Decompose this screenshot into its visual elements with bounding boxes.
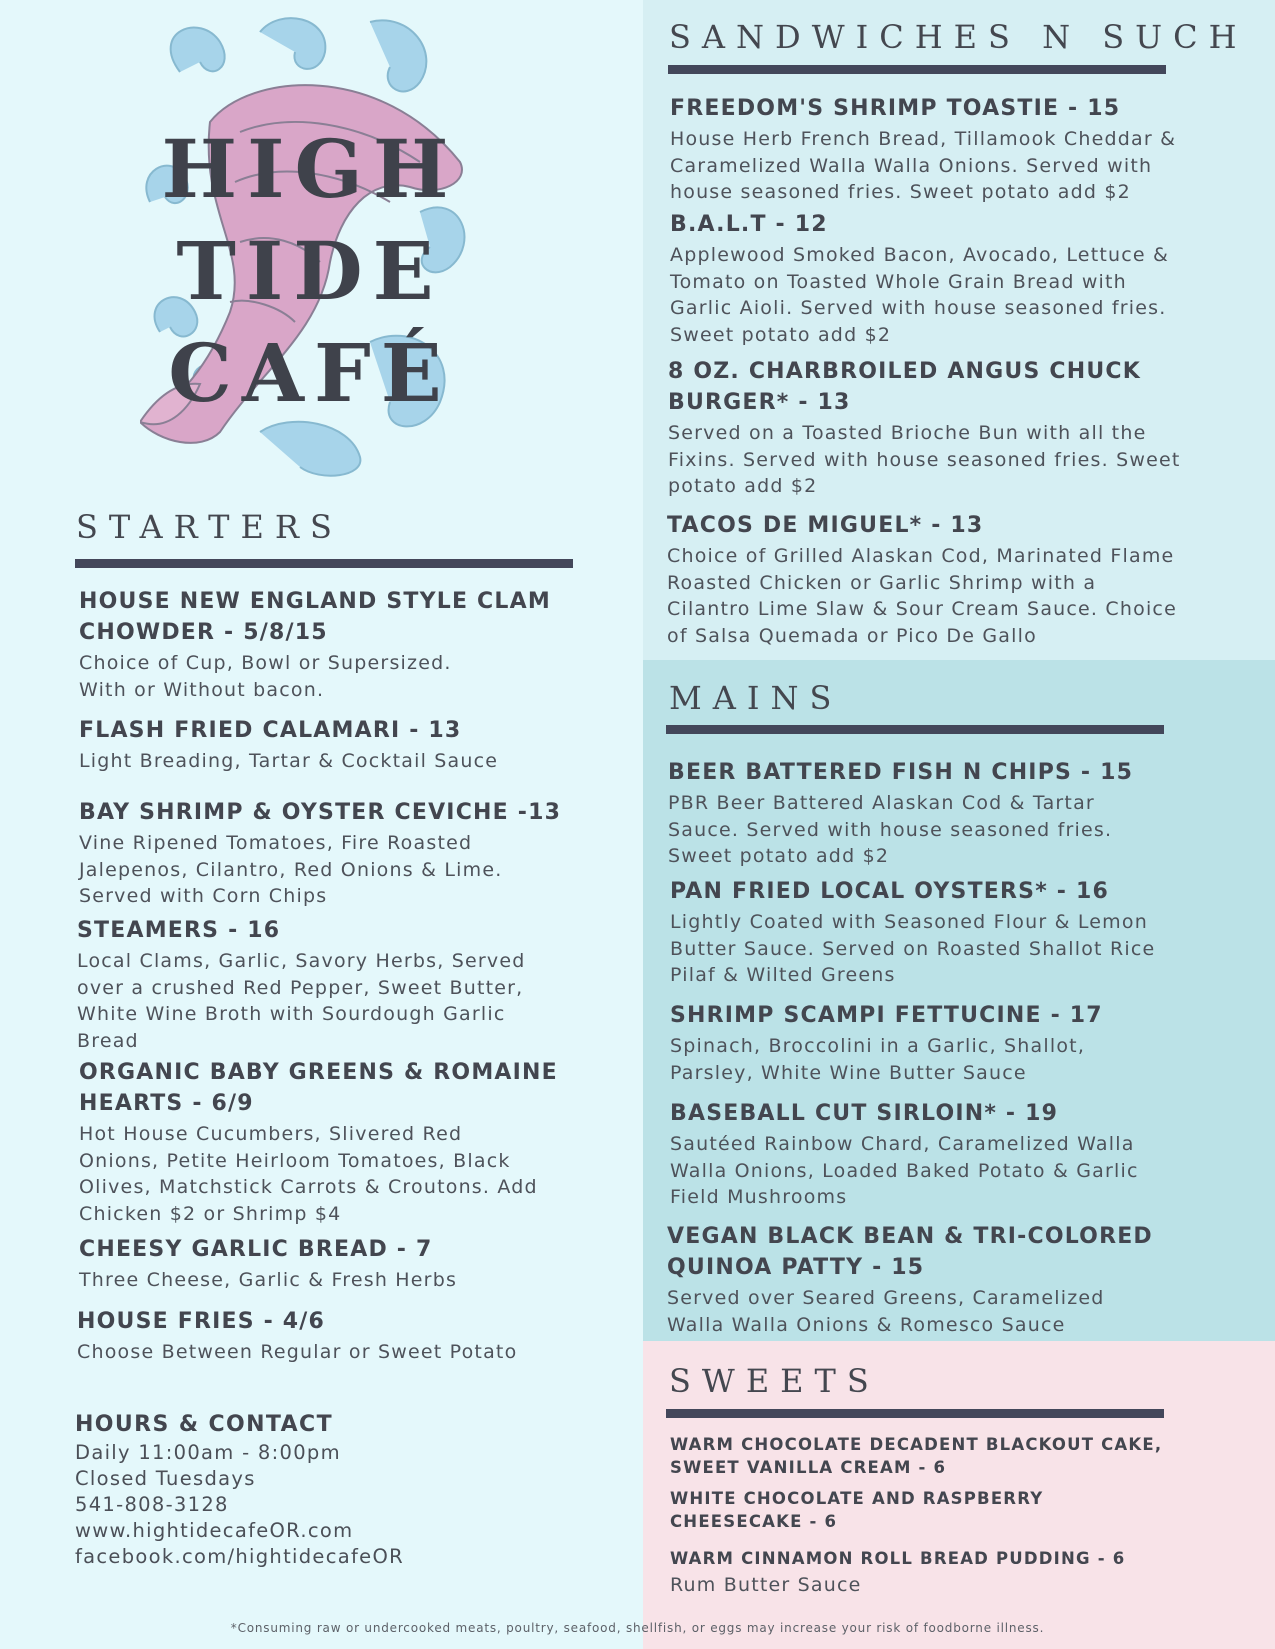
logo-title-line: TIDE <box>176 224 444 318</box>
item-name: SHRIMP SCAMPI FETTUCINE - 17 <box>670 1003 1103 1028</box>
menu-item <box>670 93 1260 206</box>
sandwiches-heading: SANDWICHES N SUCH <box>669 18 1248 56</box>
menu-item <box>670 876 1260 989</box>
hours-line: Daily 11:00am - 8:00pm <box>75 1441 341 1464</box>
item-name: CHEESY GARLIC BREAD - 7 <box>79 1237 433 1262</box>
item-description: Choice of Cup, Bowl or Supersized. With or Without bacon. <box>79 652 452 701</box>
item-name: WHITE CHOCOLATE AND RASPBERRY CHEESECAKE - 6 <box>670 1489 1044 1531</box>
website-link[interactable]: www.hightidecafeOR.com <box>75 1519 354 1542</box>
starters-heading: STARTERS <box>76 508 343 546</box>
item-description: Sautéed Rainbow Chard, Caramelized Walla Walla Onions, Loaded Baked Potato & Garlic Field Mushrooms <box>670 1133 1139 1208</box>
item-name: ORGANIC BABY GREENS & ROMAINE HEARTS - 6/9 <box>79 1060 558 1116</box>
menu-item <box>79 1234 619 1294</box>
item-name: PAN FRIED LOCAL OYSTERS* - 16 <box>670 879 1109 904</box>
item-name: FLASH FRIED CALAMARI - 13 <box>79 718 462 743</box>
hours-title: HOURS & CONTACT <box>75 1412 334 1437</box>
menu-item <box>77 1306 617 1366</box>
hours-line: Closed Tuesdays <box>75 1467 256 1490</box>
menu-item <box>670 209 1260 348</box>
item-description: House Herb French Bread, Tillamook Cheddar & Caramelized Walla Walla Onions. Served with house seasoned fries. Sweet potato add $2 <box>670 128 1177 203</box>
item-description: Spinach, Broccolini in a Garlic, Shallot, Parsley, White Wine Butter Sauce <box>670 1035 1086 1084</box>
item-name: TACOS DE MIGUEL* - 13 <box>667 513 984 538</box>
menu-item <box>668 356 1258 500</box>
item-name: BAY SHRIMP & OYSTER CEVICHE -13 <box>79 800 562 825</box>
item-description: Three Cheese, Garlic & Fresh Herbs <box>79 1269 458 1291</box>
menu-item <box>79 797 619 910</box>
item-name: 8 OZ. CHARBROILED ANGUS CHUCK BURGER* - 13 <box>668 359 1142 415</box>
item-description: Applewood Smoked Bacon, Avocado, Lettuce & Tomato on Toasted Whole Grain Bread with Garlic Aioli. Served with house seasoned fries. Sweet potato add $2 <box>670 244 1170 346</box>
phone-number[interactable]: 541-808-3128 <box>75 1493 229 1516</box>
item-name: B.A.L.T - 12 <box>670 212 828 237</box>
item-description: Rum Butter Sauce <box>670 1574 862 1596</box>
item-description: Lightly Coated with Seasoned Flour & Lemon Butter Sauce. Served on Roasted Shallot Rice Pilaf & Wilted Greens <box>670 911 1156 986</box>
item-description: Served over Seared Greens, Caramelized Walla Walla Onions & Romesco Sauce <box>667 1287 1105 1336</box>
menu-item <box>670 1487 1260 1533</box>
menu-item <box>670 1098 1260 1211</box>
menu-item <box>668 757 1258 870</box>
item-name: FREEDOM'S SHRIMP TOASTIE - 15 <box>670 96 1121 121</box>
item-name: WARM CHOCOLATE DECADENT BLACKOUT CAKE, SWEET VANILLA CREAM - 6 <box>670 1435 1163 1477</box>
disclaimer: *Consuming raw or undercooked meats, poultry, seafood, shellfish, or eggs may increase your risk of foodborne illness. <box>230 1621 1045 1635</box>
menu-item <box>77 915 617 1054</box>
item-description: Hot House Cucumbers, Slivered Red Onions, Petite Heirloom Tomatoes, Black Olives, Matchstick Carrots & Croutons. Add Chicken $2 or Shrimp $4 <box>79 1123 538 1225</box>
item-description: Served on a Toasted Brioche Bun with all the Fixins. Served with house seasoned fries. Sweet potato add $2 <box>668 422 1181 497</box>
item-name: BASEBALL CUT SIRLOIN* - 19 <box>670 1101 1059 1126</box>
item-name: HOUSE FRIES - 4/6 <box>77 1309 326 1334</box>
item-name: VEGAN BLACK BEAN & TRI-COLORED QUINOA PATTY - 15 <box>667 1224 1153 1280</box>
item-description: Choose Between Regular or Sweet Potato <box>77 1341 518 1363</box>
item-name: STEAMERS - 16 <box>77 918 281 943</box>
sweets-divider <box>666 1409 1164 1418</box>
sweets-heading: SWEETS <box>669 1362 880 1400</box>
item-description: Vine Ripened Tomatoes, Fire Roasted Jalepenos, Cilantro, Red Onions & Lime. Served with Corn Chips <box>79 832 503 907</box>
item-description: Local Clams, Garlic, Savory Herbs, Served over a crushed Red Pepper, Sweet Butter, White Wine Broth with Sourdough Garlic Bread <box>77 950 526 1052</box>
menu-item <box>667 510 1262 649</box>
logo-title <box>140 118 480 424</box>
menu-item <box>670 1547 1260 1599</box>
facebook-link[interactable]: facebook.com/hightidecafeOR <box>75 1545 404 1568</box>
menu-item <box>79 1057 624 1227</box>
logo-title-line: CAFÉ <box>168 326 452 420</box>
item-description: PBR Beer Battered Alaskan Cod & Tartar Sauce. Served with house seasoned fries. Sweet potato add $2 <box>668 792 1113 867</box>
menu-item <box>79 715 619 775</box>
logo-title-line: HIGH <box>161 122 459 216</box>
mains-divider <box>666 725 1164 734</box>
hours-contact <box>75 1410 555 1570</box>
menu-item <box>670 1000 1260 1086</box>
item-name: HOUSE NEW ENGLAND STYLE CLAM CHOWDER - 5/8/15 <box>79 589 551 645</box>
mains-heading: MAINS <box>669 679 843 717</box>
menu-item <box>79 586 619 703</box>
menu-item <box>670 1433 1260 1479</box>
item-description: Choice of Grilled Alaskan Cod, Marinated Flame Roasted Chicken or Garlic Shrimp with a Cilantro Lime Slaw & Sour Cream Sauce. Choice of Salsa Quemada or Pico De Gallo <box>667 545 1177 647</box>
menu-item <box>667 1221 1257 1338</box>
starters-divider <box>75 559 573 568</box>
item-name: WARM CINNAMON ROLL BREAD PUDDING - 6 <box>670 1549 1126 1568</box>
sandwiches-divider <box>668 65 1166 74</box>
item-name: BEER BATTERED FISH N CHIPS - 15 <box>668 760 1134 785</box>
item-description: Light Breading, Tartar & Cocktail Sauce <box>79 750 499 772</box>
